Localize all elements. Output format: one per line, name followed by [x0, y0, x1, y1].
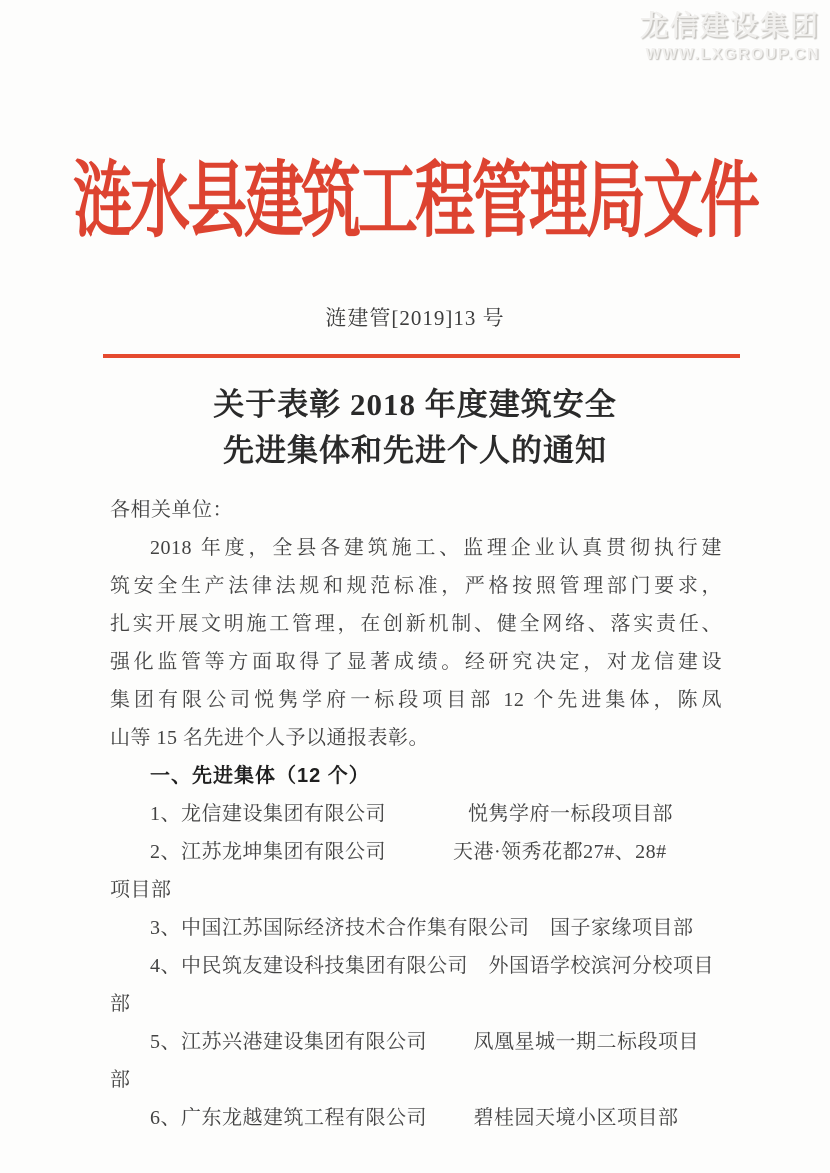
advanced-groups-list: [110, 795, 722, 1137]
list-line-entry-5-continuation: 部: [110, 1069, 131, 1091]
body-paragraph: [110, 529, 722, 757]
list-line-entry-4: 4、中民筑友建设科技集团有限公司 外国语学校滨河分校项目: [150, 955, 714, 977]
watermark-website: WWW.LXGROUP.CN: [645, 46, 820, 63]
document-reference-number: 涟建管[2019]13 号: [325, 306, 505, 330]
paragraph-line: 扎实开展文明施工管理，在创新机制、健全网络、落实责任、: [110, 613, 722, 635]
list-line-entry-1: 1、龙信建设集团有限公司 悦隽学府一标段项目部: [150, 803, 673, 825]
watermark-company-name: 龙信建设集团: [639, 10, 820, 41]
list-line-entry-2-continuation: 项目部: [110, 879, 172, 901]
paragraph-line: 筑安全生产法律法规和规范标准，严格按照管理部门要求，: [110, 575, 722, 597]
letterhead-red-rule: [103, 354, 740, 358]
list-line-entry-4-continuation: 部: [110, 993, 131, 1015]
document-title-line1: 关于表彰 2018 年度建筑安全: [213, 387, 617, 422]
paragraph-line: 强化监管等方面取得了显著成绩。经研究决定，对龙信建设: [110, 651, 722, 673]
document-title-line2: 先进集体和先进个人的通知: [223, 433, 607, 468]
salutation: 各相关单位：: [110, 499, 233, 521]
list-line-entry-3: 3、中国江苏国际经济技术合作集有限公司 国子家缘项目部: [150, 917, 694, 939]
list-line-entry-6: 6、广东龙越建筑工程有限公司 碧桂园天境小区项目部: [150, 1107, 679, 1129]
letterhead-agency-title-text: 涟水县建筑工程管理局文件: [73, 155, 757, 247]
list-line-entry-5: 5、江苏兴港建设集团有限公司 凤凰星城一期二标段项目: [150, 1031, 699, 1053]
document-body: [0, 491, 830, 1137]
paragraph-line: 山等 15 名先进个人予以通报表彰。: [110, 727, 429, 749]
document-title: [0, 382, 830, 474]
section-heading-advanced-groups: 一、先进集体（12 个）: [150, 765, 370, 787]
corner-watermark: [640, 4, 820, 64]
paragraph-line: 2018 年度，全县各建筑施工、监理企业认真贯彻执行建: [150, 537, 722, 559]
list-line-entry-2: 2、江苏龙坤集团有限公司 天港·领秀花都27#、28#: [150, 841, 667, 863]
paragraph-line: 集团有限公司悦隽学府一标段项目部 12 个先进集体，陈凤: [110, 689, 722, 711]
